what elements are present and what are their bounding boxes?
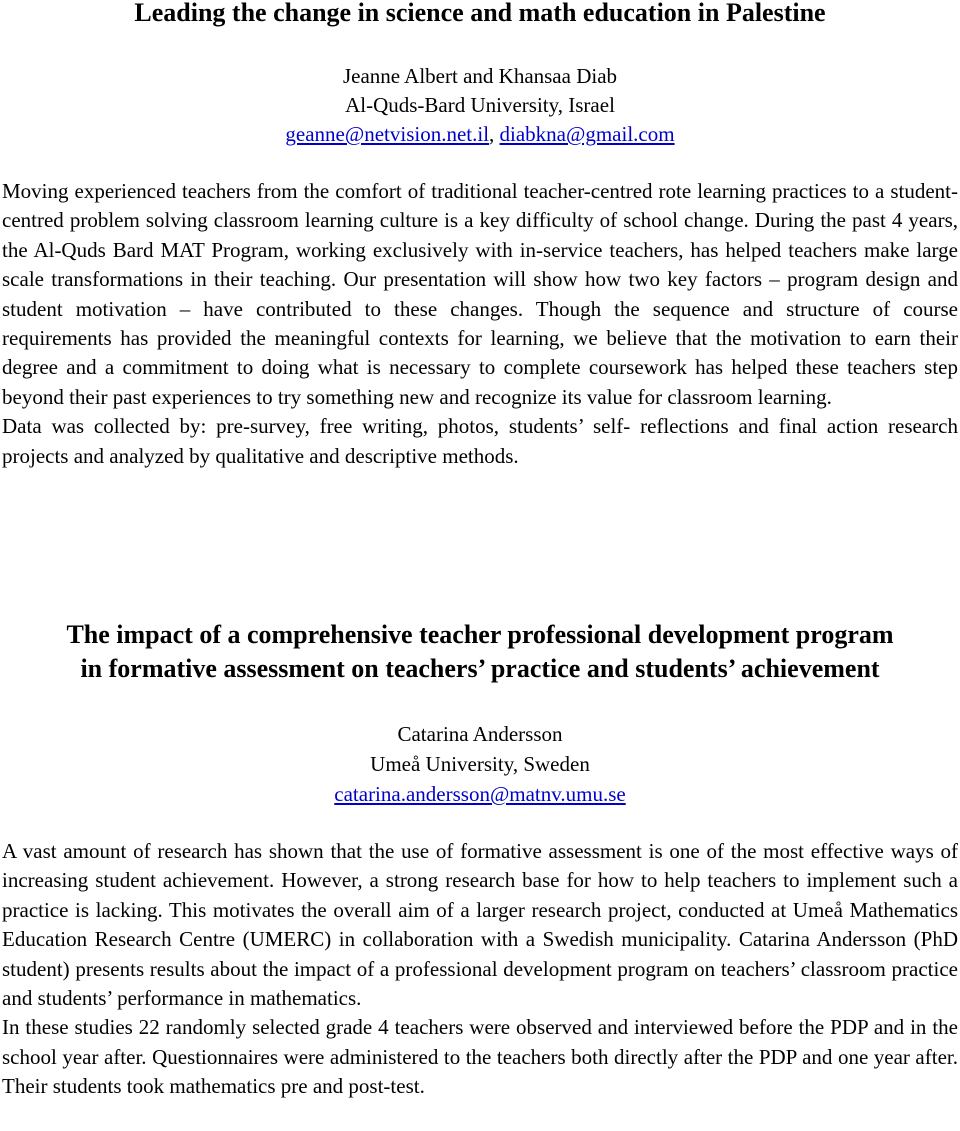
paper1-email-link-1[interactable]: geanne@netvision.net.il — [285, 122, 490, 146]
paper2-abstract — [2, 837, 958, 1102]
paper2-author: Catarina Andersson — [397, 722, 563, 746]
paper2-email-line — [2, 779, 958, 809]
paper1-affiliation: Al-Quds-Bard University, Israel — [345, 93, 615, 117]
paper1-authors: Jeanne Albert and Khansaa Diab — [342, 64, 618, 88]
paper2-email-link[interactable]: catarina.andersson@matnv.umu.se — [334, 782, 626, 806]
paper1-title: Leading the change in science and math education in Palestine — [134, 0, 826, 27]
paper2-affiliation: Umeå University, Sweden — [370, 752, 590, 776]
paper1-email-link-2[interactable]: diabkna@gmail.com — [499, 122, 675, 146]
paper2-paragraph-2: In these studies 22 randomly selected grade 4 teachers were observed and interviewed before the PDP and in the school year after. Questionnaires were administered to the teachers both directly after the PDP and one year after. Their students took mathematics pre and post-test. — [2, 1015, 958, 1099]
paper1-paragraph-2: Data was collected by: pre-survey, free writing, photos, students’ self- reflections and final action research projects and analyzed by qualitative and descriptive methods. — [2, 414, 958, 468]
email-separator: , — [489, 122, 500, 146]
paper2-title — [2, 618, 958, 686]
paper1-byline — [2, 62, 958, 149]
paper1-abstract — [2, 177, 958, 471]
paper2-title-line-1: The impact of a comprehensive teacher professional development program — [66, 620, 894, 649]
paper1-emails — [2, 120, 958, 149]
paper2-byline — [2, 719, 958, 809]
paper2-title-line-2: in formative assessment on teachers’ practice and students’ achievement — [80, 654, 880, 683]
paper1-paragraph-1: Moving experienced teachers from the comfort of traditional teacher-centred rote learning practices to a student-centred problem solving classroom learning culture is a key difficulty of school change. During the past 4 years, the Al-Quds Bard MAT Program, working exclusively with in-service teachers, has helped teachers make large scale transformations in their teaching. Our presentation will show how two key factors – program design and student motivation – have contributed to these changes. Though the sequence and structure of course requirements has provided the meaningful contexts for learning, we believe that the motivation to earn their degree and a commitment to doing what is necessary to complete coursework has helped these teachers step beyond their past experiences to try something new and recognize its value for classroom learning. — [2, 179, 958, 409]
paper2-paragraph-1: A vast amount of research has shown that the use of formative assessment is one of the most effective ways of increasing student achievement. However, a strong research base for how to help teachers to implement such a practice is lacking. This motivates the overall aim of a larger research project, conducted at Umeå Mathematics Education Research Centre (UMERC) in collaboration with a Swedish municipality. Catarina Andersson (PhD student) presents results about the impact of a professional development program on teachers’ classroom practice and students’ performance in mathematics. — [2, 839, 958, 1011]
